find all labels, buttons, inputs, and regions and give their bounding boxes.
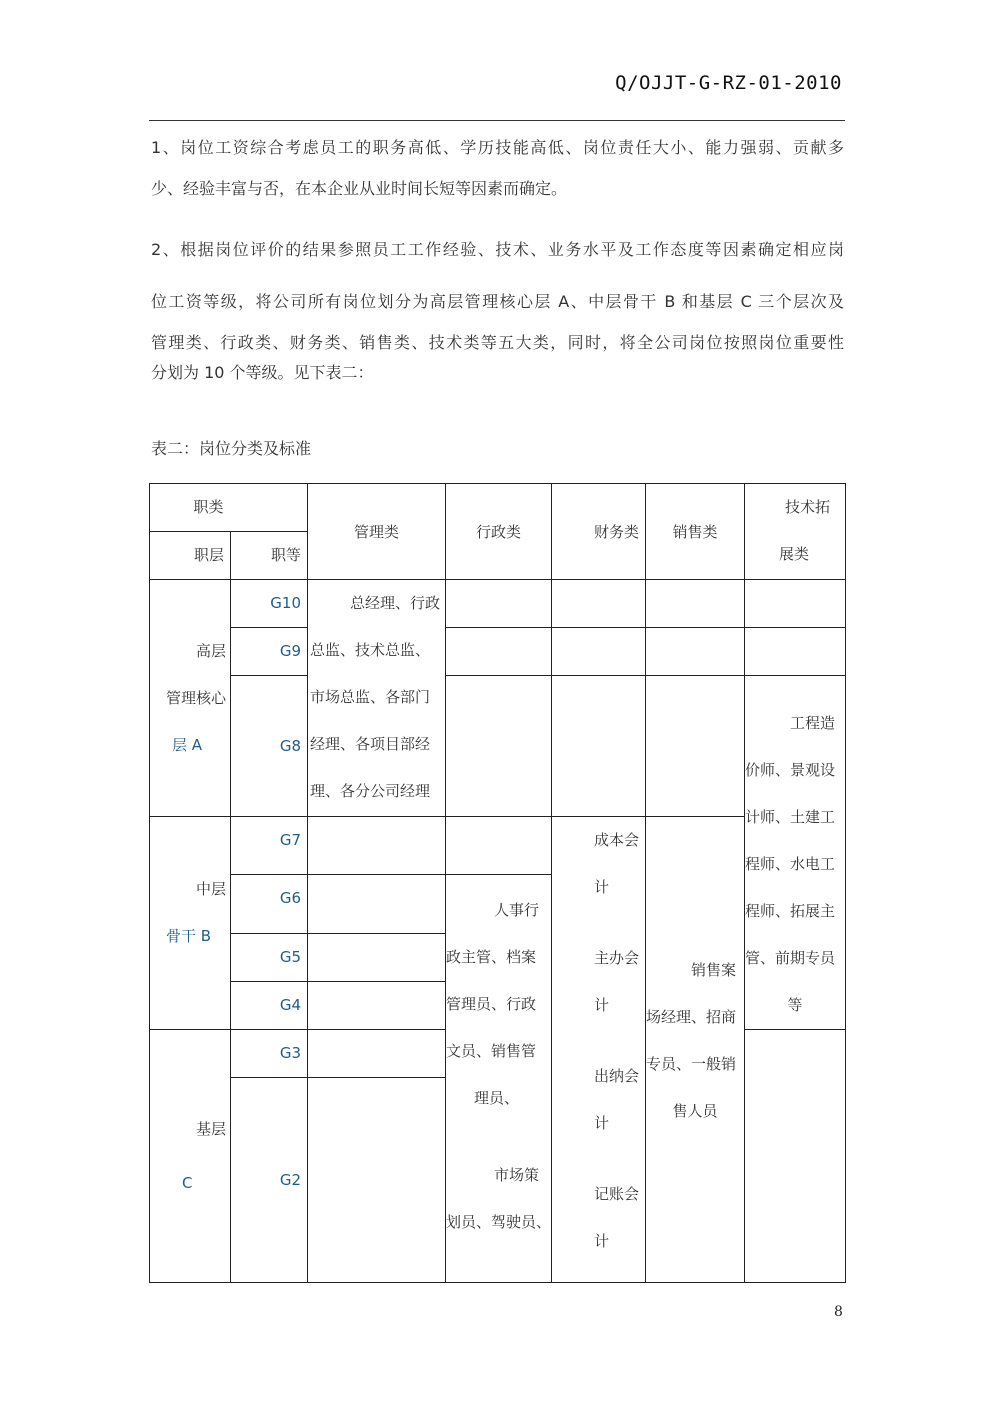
finance-line: 计 [594, 1114, 610, 1132]
grade-cell: G2 [231, 1078, 308, 1283]
finance-line [594, 1029, 645, 1053]
sales-line: 销售案 [691, 961, 737, 979]
layer-middle [150, 817, 231, 1030]
empty-cell [552, 628, 646, 676]
grade-cell: G4 [231, 982, 308, 1030]
empty-cell [745, 1030, 846, 1283]
finance-lower [552, 817, 646, 1283]
finance-line: 计 [594, 1232, 610, 1250]
grade-cell: G9 [231, 628, 308, 676]
layer-senior-line: 高层 [195, 641, 226, 660]
admin-line: 划员、驾驶员、 [446, 1213, 552, 1231]
finance-line [594, 1147, 645, 1171]
paragraph-line: 少、经验丰富与否，在本企业从业时间长短等因素而确定。 [151, 179, 568, 198]
management-senior-line: 市场总监、各部门 [310, 688, 431, 706]
paragraph-line: 管理类、行政类、财务类、销售类、技术类等五大类，同时，将全公司岗位按照岗位重要性 [151, 333, 844, 352]
management-senior-line: 总监、技术总监、 [310, 641, 431, 659]
header-layer: 职层 [150, 532, 231, 580]
admin-line [446, 1122, 551, 1152]
tech-mid-line: 等 [787, 996, 803, 1014]
admin-line: 文员、销售管 [446, 1042, 537, 1060]
header-admin: 行政类 [446, 484, 552, 580]
empty-cell [446, 817, 552, 875]
management-senior-line: 经理、各项目部经 [310, 735, 431, 753]
grade-cell: G3 [231, 1030, 308, 1078]
tech-mid [745, 676, 846, 1030]
header-tech-line: 展类 [779, 545, 810, 563]
sales-line: 售人员 [672, 1102, 718, 1120]
header-job-category: 职类 [150, 484, 308, 532]
position-classification-table [149, 483, 846, 1283]
empty-cell [646, 628, 745, 676]
sales-line: 场经理、招商 [646, 1008, 737, 1026]
paragraph-1 [151, 136, 844, 201]
header-finance: 财务类 [552, 484, 646, 580]
header-management: 管理类 [308, 484, 446, 580]
empty-cell [308, 934, 446, 982]
finance-line: 出纳会 [594, 1067, 640, 1085]
finance-line [594, 911, 645, 935]
paragraph-line: 分划为 10 个等级。见下表二： [151, 363, 374, 382]
empty-cell [646, 580, 745, 628]
paragraph-line: 1、岗位工资综合考虑员工的职务高低、学历技能高低、岗位责任大小、能力强弱、贡献多 [151, 138, 844, 157]
empty-cell [308, 817, 446, 875]
header-rule [149, 120, 845, 121]
grade-cell: G10 [231, 580, 308, 628]
admin-line: 理员、 [474, 1089, 520, 1107]
empty-cell [446, 676, 552, 817]
paragraph-2 [151, 238, 844, 385]
header-tech [745, 484, 846, 580]
finance-line: 记账会 [594, 1185, 640, 1203]
admin-line: 政主管、档案 [446, 948, 537, 966]
admin-line: 管理员、行政 [446, 995, 537, 1013]
empty-cell [446, 628, 552, 676]
grade-cell: G5 [231, 934, 308, 982]
empty-cell [308, 875, 446, 934]
admin-line: 市场策 [494, 1166, 540, 1184]
management-senior-line: 总经理、行政 [350, 594, 441, 612]
layer-middle-line: 骨干 B [166, 927, 212, 945]
header-grade: 职等 [231, 532, 308, 580]
grade-cell: G8 [231, 676, 308, 817]
header-sales: 销售类 [646, 484, 745, 580]
tech-mid-line: 程师、水电工 [745, 855, 836, 873]
finance-line: 计 [594, 996, 610, 1014]
empty-cell [745, 628, 846, 676]
empty-cell [552, 580, 646, 628]
layer-senior-line: 层 A [172, 735, 203, 754]
table-caption: 表二：岗位分类及标准 [151, 439, 312, 458]
layer-senior [150, 580, 231, 817]
admin-lower [446, 875, 552, 1283]
layer-base-line: C [182, 1174, 193, 1192]
layer-senior-line: 管理核心 [165, 688, 226, 707]
paragraph-line: 位工资等级，将公司所有岗位划分为高层管理核心层 A、中层骨干 B 和基层 C 三个层次及 [151, 292, 844, 311]
tech-mid-line: 程师、拓展主 [745, 902, 836, 920]
tech-mid-line: 管、前期专员 [745, 949, 836, 967]
header-tech-line: 技术拓 [785, 498, 831, 516]
finance-line: 成本会 [594, 831, 640, 849]
layer-middle-line: 中层 [195, 880, 226, 898]
empty-cell [308, 1030, 446, 1078]
management-senior-line: 理、各分公司经理 [310, 782, 431, 800]
document-code: Q/OJJT-G-RZ-01-2010 [615, 72, 842, 94]
tech-mid-line: 价师、景观设 [745, 761, 836, 779]
page-number: 8 [834, 1304, 843, 1320]
grade-cell: G7 [231, 817, 308, 875]
empty-cell [646, 676, 745, 817]
layer-base-line: 基层 [195, 1120, 226, 1138]
empty-cell [308, 1078, 446, 1283]
empty-cell [552, 676, 646, 817]
tech-mid-line: 计师、土建工 [745, 808, 836, 826]
empty-cell [745, 580, 846, 628]
tech-mid-line: 工程造 [790, 714, 836, 732]
paragraph-line: 2、根据岗位评价的结果参照员工工作经验、技术、业务水平及工作态度等因素确定相应岗 [151, 240, 844, 259]
finance-line: 计 [594, 878, 610, 896]
admin-line: 人事行 [494, 901, 540, 919]
finance-line: 主办会 [594, 949, 640, 967]
management-senior [308, 580, 446, 817]
empty-cell [446, 580, 552, 628]
sales-lower [646, 817, 745, 1283]
layer-base [150, 1030, 231, 1283]
grade-cell: G6 [231, 875, 308, 934]
empty-cell [308, 982, 446, 1030]
sales-line: 专员、一般销 [646, 1055, 737, 1073]
